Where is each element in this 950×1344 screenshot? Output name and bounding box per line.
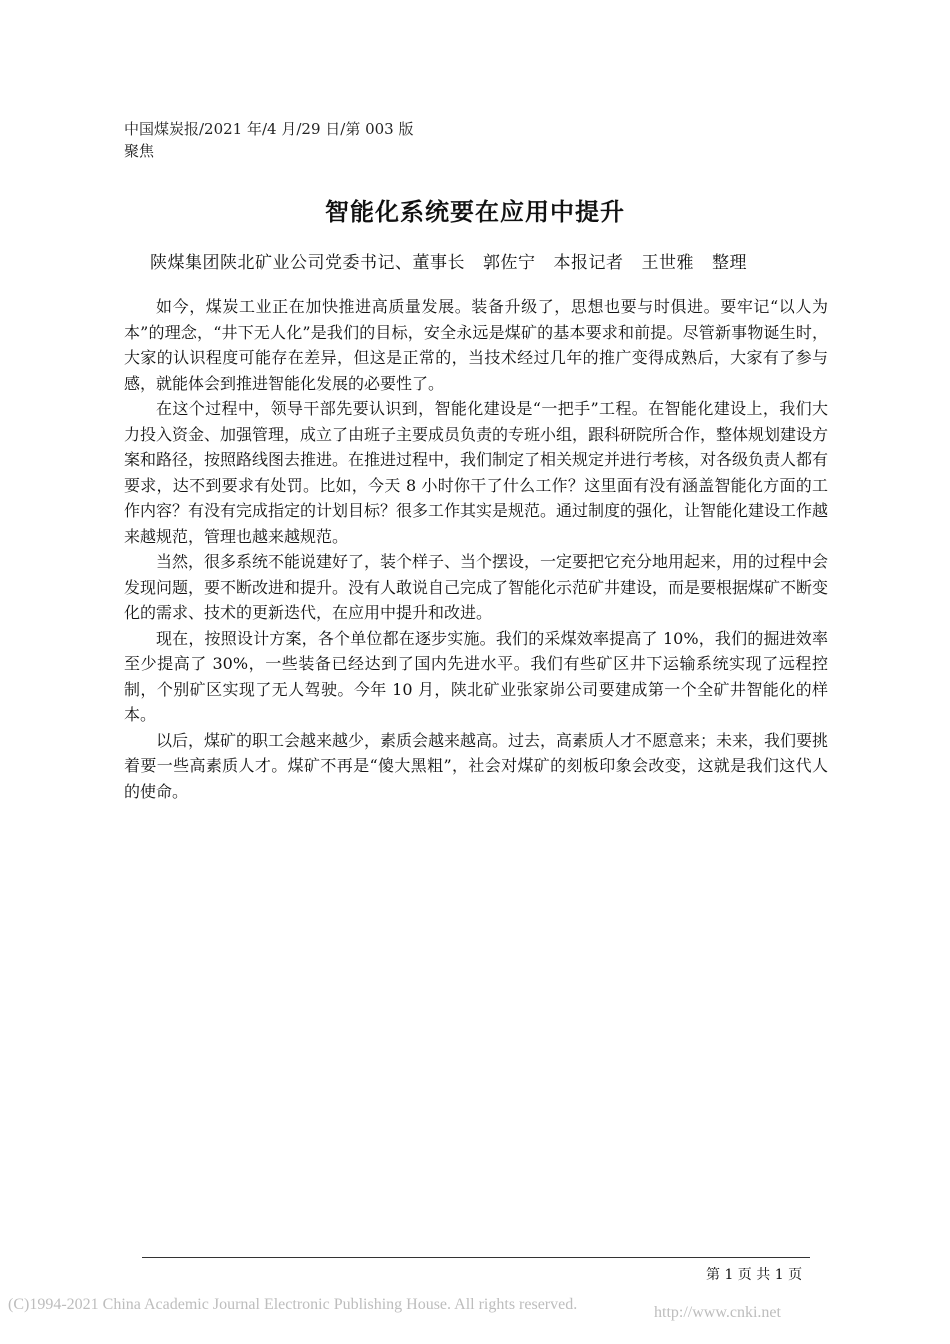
site-watermark: http://www.cnki.net: [654, 1304, 781, 1321]
reporter-name: 王世雅: [641, 253, 694, 273]
source-info: [124, 118, 414, 162]
article-body: [124, 294, 828, 804]
paragraph: 当然，很多系统不能说建好了，装个样子、当个摆设，一定要把它充分地用起来，用的过程中会发现问题，要不断改进和提升。没有人敢说自己完成了智能化示范矿井建设，而是要根据煤矿不断变化的需求、技术的更新迭代，在应用中提升和改进。: [124, 552, 829, 622]
footer-divider: [142, 1257, 810, 1258]
paragraph: 现在，按照设计方案，各个单位都在逐步实施。我们的采煤效率提高了 10%，我们的掘进效率至少提高了 30%，一些装备已经达到了国内先进水平。我们有些矿区井下运输系统实现了远程控制，个别矿区实现了无人驾驶。今年 10 月，陕北矿业张家峁公司要建成第一个全矿井智能化的样本。: [124, 628, 828, 724]
section-name: 聚焦: [124, 142, 155, 160]
byline: [150, 248, 765, 273]
paragraph: 以后，煤矿的职工会越来越少，素质会越来越高。过去，高素质人才不愿意来；未来，我们要挑着要一些高素质人才。煤矿不再是“傻大黑粗”，社会对煤矿的刻板印象会改变，这就是我们这代人的使命。: [124, 730, 829, 801]
article-title: 智能化系统要在应用中提升: [325, 198, 625, 226]
edit-note: 整理: [712, 253, 747, 273]
reporter-label: 本报记者: [553, 253, 624, 273]
page-number: 第 1 页 共 1 页: [706, 1267, 803, 1283]
paragraph: 如今，煤炭工业正在加快推进高质量发展。装备升级了，思想也要与时俱进。要牢记“以人为本”的理念，“井下无人化”是我们的目标，安全永远是煤矿的基本要求和前提。尽管新事物诞生时，大家的认识程度可能存在差异，但这是正常的，当技术经过几年的推广变得成熟后，大家有了参与感，就能体会到推进智能化发展的必要性了。: [124, 297, 828, 393]
paragraph: 在这个过程中，领导干部先要认识到，智能化建设是“一把手”工程。在智能化建设上，我们大力投入资金、加强管理，成立了由班子主要成员负责的专班小组，跟科研院所合作，整体规划建设方案和路径，按照路线图去推进。在推进过程中，我们制定了相关规定并进行考核，对各级负责人都有要求，达不到要求有处罚。比如，今天 8 小时你干了什么工作？这里面有没有涵盖智能化方面的工作内容？有没有完成指定的计划目标？很多工作其实是规范。通过制度的强化，让智能化建设工作越来越规范，管理也越来越规范。: [124, 399, 829, 546]
author-title: 陕煤集团陕北矿业公司党委书记、董事长: [150, 253, 465, 273]
source-line: 中国煤炭报/2021 年/4 月/29 日/第 003 版: [124, 120, 414, 138]
author-name: 郭佐宁: [483, 253, 536, 273]
copyright-watermark: (C)1994-2021 China Academic Journal Electronic Publishing House. All rights reserved.: [8, 1296, 578, 1313]
